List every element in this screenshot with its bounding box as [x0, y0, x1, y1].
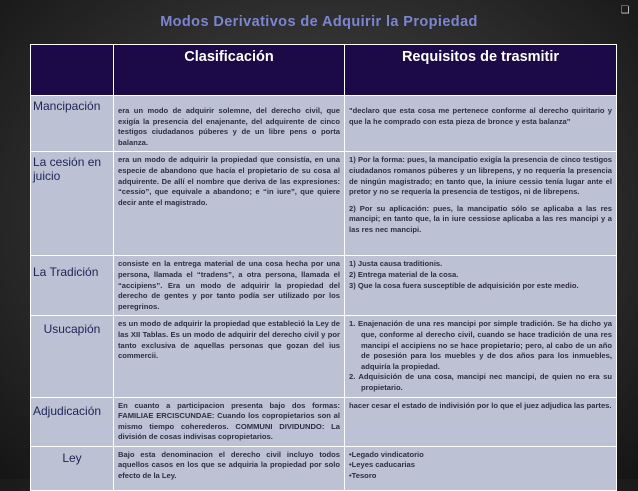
table-row-mancipacion — [31, 96, 617, 152]
row-name-cesion-en-juicio: La cesión en juicio — [31, 152, 114, 256]
row-name-ley: Ley — [31, 446, 114, 490]
header-requisitos: Requisitos de trasmitir — [345, 45, 617, 96]
row-requirements-adjudicacion — [345, 397, 617, 446]
requirement-line: 2. Adquisición de una cosa, mancipi nec mancipi, de quien no era su propietario. — [349, 372, 612, 392]
requirement-line: 1. Enajenación de una res mancipi por simple tradición. Se ha dicho ya que, conforme al derecho civil, cuando se hace tradición de una res mancipi el accipiens no se hace propietario; pero, al cabo de un año de posesión para los muebles y de dos años para los inmuebles, adquiría la propiedad. — [349, 319, 612, 371]
row-requirements-usucapion — [345, 316, 617, 397]
requirement-line: 3) Que la cosa fuera susceptible de adquisición por este medio. — [349, 280, 579, 290]
requirement-line: 2) Entrega material de la cosa. — [349, 269, 459, 279]
row-name-adjudicacion: Adjudicación — [31, 397, 114, 446]
requirement-line: 1) Justa causa traditionis. — [349, 259, 443, 269]
table-row-adjudicacion — [31, 397, 617, 446]
property-modes-table — [30, 44, 617, 491]
property-table-container — [30, 44, 616, 479]
row-name-usucapion: Usucapión — [31, 316, 114, 397]
table-row-cesion-en-juicio — [31, 152, 617, 256]
requirement-line: "declaro que esta cosa me pertenece conforme al derecho quiritario y que la he comprado con esta pieza de bronce y esta balanza" — [349, 106, 612, 126]
row-name-tradicion: La Tradición — [31, 256, 114, 316]
requirement-line: •Tesoro — [349, 471, 377, 481]
table-row-tradicion — [31, 256, 617, 316]
row-description-adjudicacion: En cuanto a participacion presenta bajo dos formas: FAMILIAE ERCISCUNDAE: Cuando los copropietarios son al mismo tiempo coherederos. COMMUNI DIVIDUNDO: La división de cosas indivisas copropietarios. — [114, 397, 345, 446]
requirement-line: •Leyes caducarias — [349, 460, 415, 470]
header-clasificacion: Clasificación — [114, 45, 345, 96]
row-description-ley: Bajo esta denominacion el derecho civil incluyo todos aquellos casos en los que se adquiria la propiedad por solo efecto de la Ley. — [114, 446, 345, 490]
slide-corner-icon: ❏ — [620, 5, 630, 16]
row-description-cesion-en-juicio: era un modo de adquirir la propiedad que consistía, en una especie de abandono que hacía el propietario de su cosa al adquirente. De allí el nombre que deriva de las expresiones: “cessio”, que equivale a abandono; e “in iure”, que quiere decir ante el magistrado. — [114, 152, 345, 256]
requirement-line: 1) Por la forma: pues, la mancipatio exigía la presencia de cinco testigos ciudadanos romanos púberes y un librepens, y no requería la presencia de ningún magistrado; en tanto que, la iniure cessio tenía lugar ante el pretor y no se requería la presencia de testigos, ni de librepens. — [349, 155, 612, 197]
table-row-ley — [31, 446, 617, 490]
requirement-line: hacer cesar el estado de indivisión por lo que el juez adjudica las partes. — [349, 400, 612, 410]
header-empty-cell — [31, 45, 114, 96]
table-row-usucapion — [31, 316, 617, 397]
row-requirements-cesion-en-juicio — [345, 152, 617, 256]
requirement-line: 2) Por su aplicación: pues, la mancipatio sólo se aplicaba a las res mancipi; en tanto que, la in iure cessiose aplicaba a las res mancipi y a las res nec mancipi. — [349, 203, 612, 234]
row-description-mancipacion: era un modo de adquirir solemne, del derecho civil, que exigía la presencia del enajenante, del adquirente de cinco testigos ciudadanos púberes y de un libre pens o porta balanza. — [114, 96, 345, 152]
row-description-tradicion: consiste en la entrega material de una cosa hecha por una persona, llamada el “tradens”, a otra persona, llamada el “accipiens”. Era un modo de adquirir la propiedad del derecho de gentes y por tanto podía ser utilizado por los peregrinos. — [114, 256, 345, 316]
row-requirements-mancipacion — [345, 96, 617, 152]
row-name-mancipacion: Mancipación — [31, 96, 114, 152]
table-header-row — [31, 45, 617, 96]
slide-title: Modos Derivativos de Adquirir la Propiedad — [160, 14, 478, 30]
row-requirements-tradicion — [345, 256, 617, 316]
row-description-usucapion: es un modo de adquirir la propiedad que estableció la Ley de las XII Tablas. Es un modo de adquirir del derecho civil y por tanto exclusiva de aquellas personas que gozan del ius commercii. — [114, 316, 345, 397]
row-requirements-ley — [345, 446, 617, 490]
requirement-line: •Legado vindicatorio — [349, 449, 424, 459]
